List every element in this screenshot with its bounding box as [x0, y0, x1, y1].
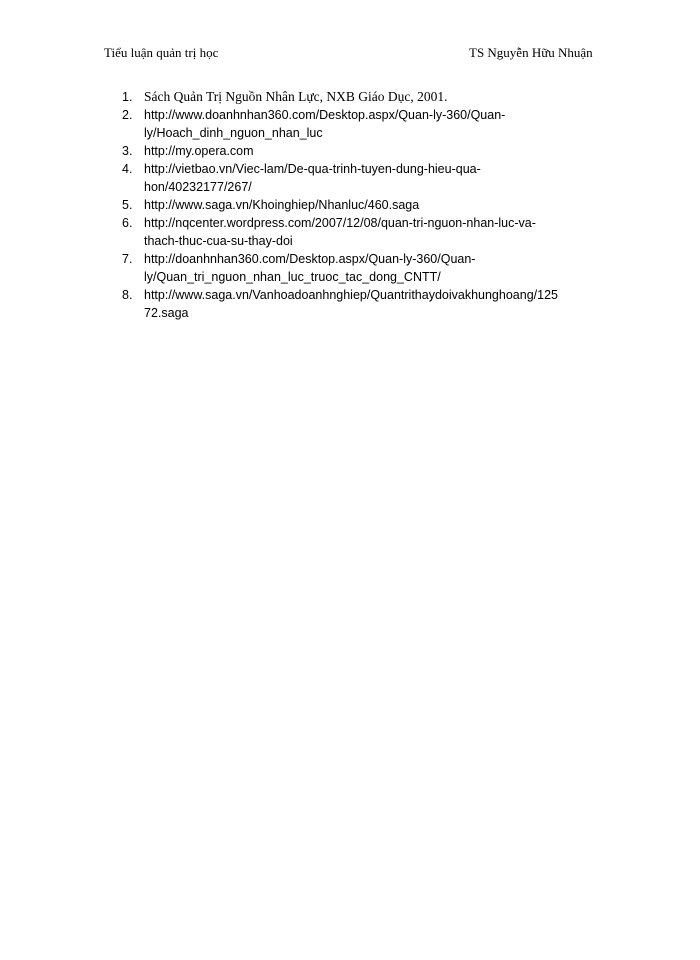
reference-item-2	[122, 106, 592, 142]
reference-number: 4.	[122, 162, 133, 176]
reference-text: Sách Quản Trị Nguồn Nhân Lực, NXB Giáo Dục, 2001.	[144, 89, 448, 104]
reference-item-1	[122, 88, 592, 106]
reference-number: 2.	[122, 108, 133, 122]
reference-number: 3.	[122, 144, 133, 158]
reference-link: http://www.saga.vn/Vanhoadoanhnghiep/Quantrithaydoivakhunghoang/125 72.saga	[144, 288, 558, 320]
reference-item-6	[122, 214, 592, 250]
reference-list	[122, 88, 592, 322]
reference-number: 7.	[122, 252, 133, 266]
header-title: Tiểu luận quản trị học	[104, 45, 219, 60]
reference-link: http://nqcenter.wordpress.com/2007/12/08/quan-tri-nguon-nhan-luc-va- thach-thuc-cua-su-thay-doi	[144, 216, 536, 248]
reference-link: http://my.opera.com	[144, 144, 254, 158]
reference-number: 1.	[122, 90, 133, 104]
reference-link: http://www.saga.vn/Khoinghiep/Nhanluc/460.saga	[144, 198, 420, 212]
reference-item-7	[122, 250, 592, 286]
reference-link: http://www.doanhnhan360.com/Desktop.aspx/Quan-ly-360/Quan- ly/Hoach_dinh_nguon_nhan_luc	[144, 108, 506, 140]
reference-item-4	[122, 160, 592, 196]
reference-number: 6.	[122, 216, 133, 230]
reference-item-8	[122, 286, 592, 322]
reference-link: http://doanhnhan360.com/Desktop.aspx/Quan-ly-360/Quan- ly/Quan_tri_nguon_nhan_luc_truoc_tac_dong_CNTT/	[144, 252, 476, 284]
reference-number: 8.	[122, 288, 133, 302]
reference-link: http://vietbao.vn/Viec-lam/De-qua-trinh-tuyen-dung-hieu-qua- hon/40232177/267/	[144, 162, 481, 194]
reference-item-3	[122, 142, 592, 160]
reference-number: 5.	[122, 198, 133, 212]
reference-item-5	[122, 196, 592, 214]
header-author: TS Nguyễn Hữu Nhuận	[469, 45, 593, 60]
